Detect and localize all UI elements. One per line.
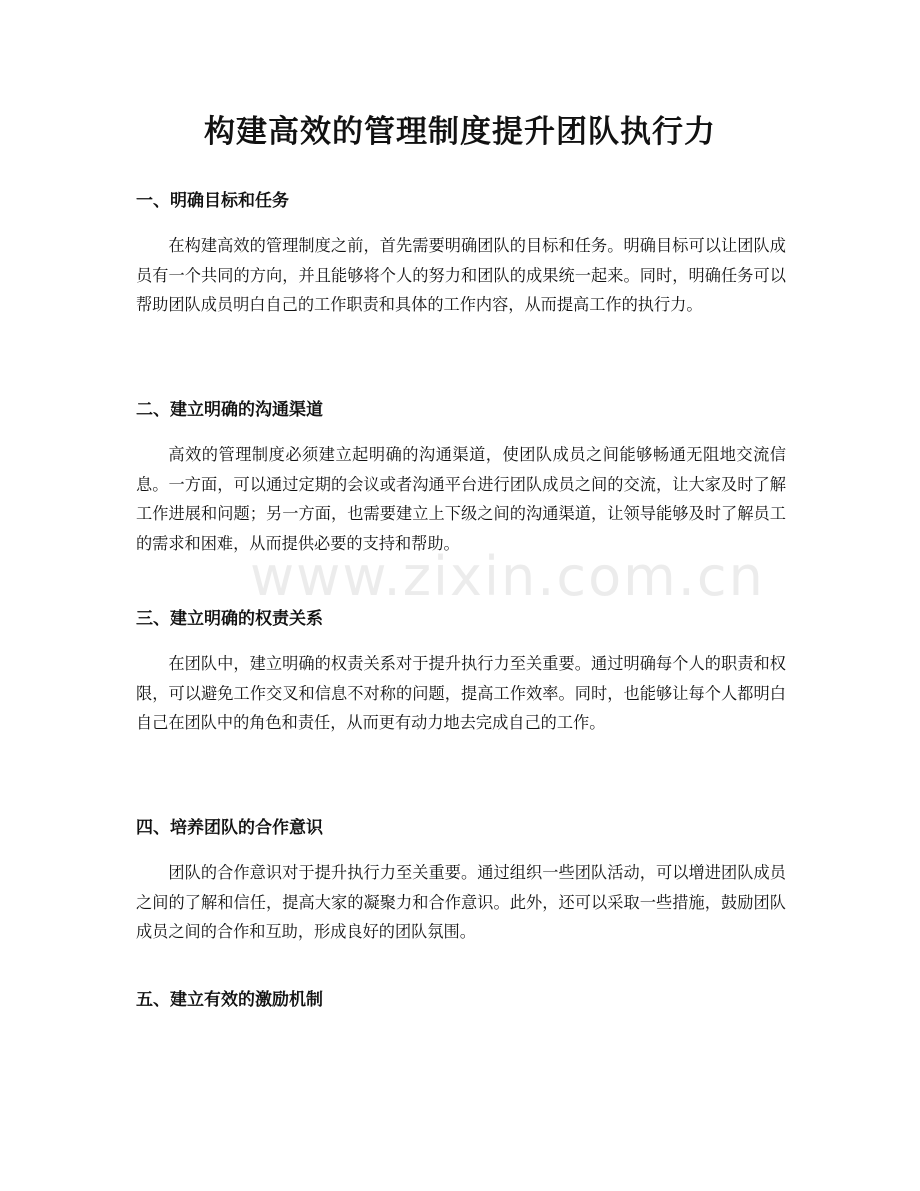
section-heading: 三、建立明确的权责关系 xyxy=(136,609,323,629)
section-heading: 二、建立明确的沟通渠道 xyxy=(136,400,323,420)
section-heading: 四、培养团队的合作意识 xyxy=(136,818,323,838)
section-responsibility xyxy=(136,605,786,738)
section-incentives xyxy=(136,986,786,1014)
page-title: 构建高效的管理制度提升团队执行力 xyxy=(204,114,716,150)
section-heading: 五、建立有效的激励机制 xyxy=(136,990,323,1010)
section-communication xyxy=(136,396,786,558)
section-paragraph: 高效的管理制度必须建立起明确的沟通渠道，使团队成员之间能够畅通无阻地交流信息。一方面，可以通过定期的会议或者沟通平台进行团队成员之间的交流，让大家及时了解工作进展和问题；另一方面，也需要建立上下级之间的沟通渠道，让领导能够及时了解员工的需求和困难，从而提供必要的支持和帮助。 xyxy=(136,445,786,553)
section-goals xyxy=(136,187,786,320)
watermark: www.zixin.com.cn xyxy=(250,545,765,608)
section-cooperation xyxy=(136,814,786,947)
section-paragraph: 团队的合作意识对于提升执行力至关重要。通过组织一些团队活动，可以增进团队成员之间的了解和信任，提高大家的凝聚力和合作意识。此外，还可以采取一些措施，鼓励团队成员之间的合作和互助，形成良好的团队氛围。 xyxy=(136,863,786,941)
section-paragraph: 在团队中，建立明确的权责关系对于提升执行力至关重要。通过明确每个人的职责和权限，可以避免工作交叉和信息不对称的问题，提高工作效率。同时，也能够让每个人都明白自己在团队中的角色和责任，从而更有动力地去完成自己的工作。 xyxy=(136,654,786,732)
section-paragraph: 在构建高效的管理制度之前，首先需要明确团队的目标和任务。明确目标可以让团队成员有一个共同的方向，并且能够将个人的努力和团队的成果统一起来。同时，明确任务可以帮助团队成员明白自己的工作职责和具体的工作内容，从而提高工作的执行力。 xyxy=(136,236,786,314)
section-heading: 一、明确目标和任务 xyxy=(136,191,289,211)
